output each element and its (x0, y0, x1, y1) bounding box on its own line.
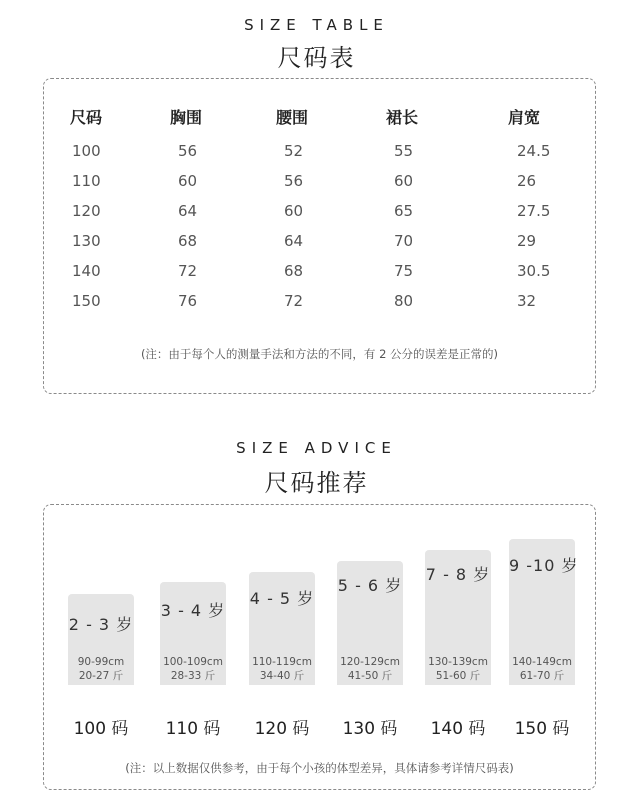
table-cell: 26 (517, 172, 537, 190)
advice-height: 90-99cm (77, 656, 125, 668)
header-waist: 腰围 (276, 108, 309, 127)
header-skirt-length: 裙长 (386, 108, 419, 127)
advice-age: 9 -10 岁 (509, 556, 579, 575)
header-chest: 胸围 (170, 108, 203, 127)
advice-height: 110-119cm (252, 656, 312, 668)
advice-weight: 34-40 斤 (259, 670, 305, 682)
advice-weight: 41-50 斤 (347, 670, 393, 682)
header-size: 尺码 (70, 108, 103, 127)
size-table-title-cn: 尺码表 (277, 44, 356, 72)
table-row (44, 142, 595, 164)
advice-weight: 20-27 斤 (78, 670, 124, 682)
advice-bar-120 (249, 572, 315, 685)
advice-bar-130 (337, 561, 403, 685)
table-cell: 29 (517, 232, 537, 250)
table-cell: 55 (394, 142, 414, 160)
size-table-box (43, 78, 596, 394)
table-cell: 120 (72, 202, 101, 220)
advice-size-label: 100 码 (73, 719, 129, 739)
size-table-note: (注：由于每个人的测量手法和方法的不同，有 2 公分的误差是正常的) (140, 347, 499, 361)
advice-height: 140-149cm (512, 656, 572, 668)
table-cell: 64 (284, 232, 304, 250)
advice-bar-100 (68, 594, 134, 685)
advice-age: 4 - 5 岁 (249, 589, 315, 608)
table-row (44, 262, 595, 284)
advice-measure (333, 655, 407, 683)
table-cell: 150 (72, 292, 101, 310)
advice-measure (245, 655, 319, 683)
advice-bar-140 (425, 550, 491, 685)
table-cell: 60 (394, 172, 414, 190)
table-cell: 68 (284, 262, 304, 280)
size-advice-note: (注：以上数据仅供参考，由于每个小孩的体型差异，具体请参考详情尺码表) (125, 761, 514, 775)
table-row (44, 292, 595, 314)
advice-height: 130-139cm (428, 656, 488, 668)
table-cell: 27.5 (517, 202, 551, 220)
advice-age: 7 - 8 岁 (425, 565, 491, 584)
table-cell: 56 (284, 172, 304, 190)
table-cell: 140 (72, 262, 101, 280)
table-cell: 52 (284, 142, 304, 160)
table-cell: 75 (394, 262, 414, 280)
advice-bar-110 (160, 582, 226, 685)
advice-weight: 51-60 斤 (435, 670, 481, 682)
table-cell: 72 (178, 262, 198, 280)
table-cell: 68 (178, 232, 198, 250)
table-cell: 60 (178, 172, 198, 190)
advice-measure (156, 655, 230, 683)
table-cell: 130 (72, 232, 101, 250)
advice-size-label: 130 码 (342, 719, 398, 739)
table-cell: 65 (394, 202, 414, 220)
size-table-header-row (44, 105, 595, 127)
size-table-title-en: SIZE TABLE (244, 16, 389, 34)
table-cell: 64 (178, 202, 198, 220)
table-cell: 30.5 (517, 262, 551, 280)
size-advice-title-cn: 尺码推荐 (264, 469, 369, 497)
advice-age: 5 - 6 岁 (337, 576, 403, 595)
size-advice-title-en: SIZE ADVICE (236, 439, 397, 457)
table-row (44, 202, 595, 224)
table-cell: 24.5 (517, 142, 551, 160)
header-shoulder: 肩宽 (508, 108, 541, 127)
advice-measure (505, 655, 579, 683)
table-cell: 60 (284, 202, 304, 220)
table-row (44, 172, 595, 194)
advice-age: 3 - 4 岁 (160, 601, 226, 620)
table-row (44, 232, 595, 254)
advice-weight: 28-33 斤 (170, 670, 216, 682)
advice-height: 100-109cm (163, 656, 223, 668)
table-cell: 32 (517, 292, 537, 310)
advice-size-label: 110 码 (165, 719, 221, 739)
advice-measure (64, 655, 138, 683)
table-cell: 70 (394, 232, 414, 250)
advice-measure (421, 655, 495, 683)
advice-size-label: 150 码 (514, 719, 570, 739)
table-cell: 100 (72, 142, 101, 160)
table-cell: 80 (394, 292, 414, 310)
advice-age: 2 - 3 岁 (68, 615, 134, 634)
advice-size-label: 120 码 (254, 719, 310, 739)
table-cell: 110 (72, 172, 101, 190)
advice-weight: 61-70 斤 (519, 670, 565, 682)
advice-bar-150 (509, 539, 579, 685)
advice-size-label: 140 码 (430, 719, 486, 739)
size-advice-box (43, 504, 596, 790)
table-cell: 56 (178, 142, 198, 160)
table-cell: 72 (284, 292, 304, 310)
advice-height: 120-129cm (340, 656, 400, 668)
table-cell: 76 (178, 292, 198, 310)
